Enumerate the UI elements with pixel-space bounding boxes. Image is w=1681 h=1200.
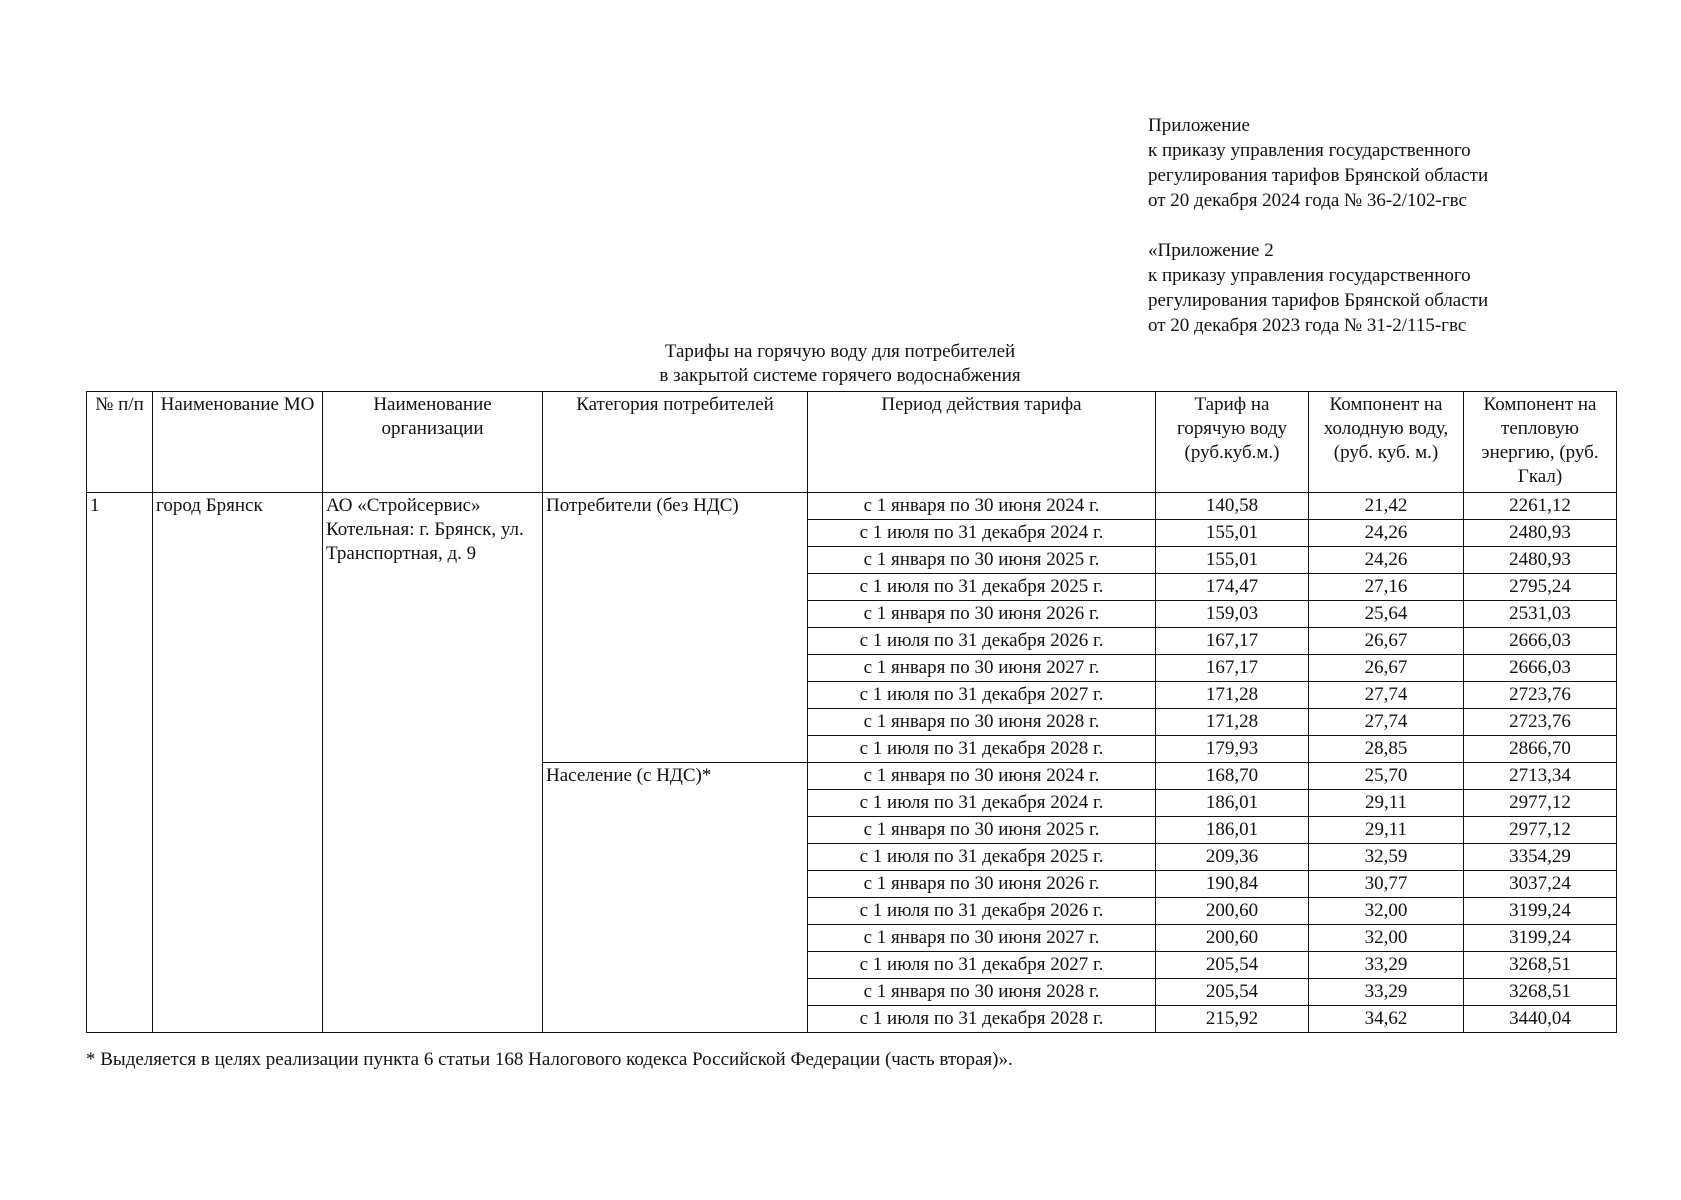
tariff-cell: 171,28 xyxy=(1156,709,1309,736)
period-cell: с 1 июля по 31 декабря 2025 г. xyxy=(808,574,1156,601)
col-header-tariff: Тариф на горячую воду (руб.куб.м.) xyxy=(1156,392,1309,493)
row-number: 1 xyxy=(87,493,153,1033)
consumer-category: Потребители (без НДС) xyxy=(543,493,808,763)
period-cell: с 1 января по 30 июня 2028 г. xyxy=(808,979,1156,1006)
tariff-cell: 168,70 xyxy=(1156,763,1309,790)
period-cell: с 1 января по 30 июня 2025 г. xyxy=(808,547,1156,574)
appendix-line: регулирования тарифов Брянской области xyxy=(1148,165,1489,186)
cold-water-cell: 24,26 xyxy=(1309,547,1464,574)
heat-energy-cell: 2531,03 xyxy=(1464,601,1617,628)
period-cell: с 1 января по 30 июня 2028 г. xyxy=(808,709,1156,736)
organization-name: АО «Стройсервис» Котельная: г. Брянск, ул. Транспортная, д. 9 xyxy=(323,493,543,1033)
heat-energy-cell: 2666,03 xyxy=(1464,655,1617,682)
cold-water-cell: 29,11 xyxy=(1309,817,1464,844)
col-header-organization: Наименование организации xyxy=(323,392,543,493)
period-cell: с 1 января по 30 июня 2025 г. xyxy=(808,817,1156,844)
period-cell: с 1 июля по 31 декабря 2026 г. xyxy=(808,898,1156,925)
col-header-cold-water: Компонент на холодную воду, (руб. куб. м.) xyxy=(1309,392,1464,493)
appendix-line: Приложение xyxy=(1148,115,1250,136)
cold-water-cell: 27,16 xyxy=(1309,574,1464,601)
cold-water-cell: 25,64 xyxy=(1309,601,1464,628)
heat-energy-cell: 2795,24 xyxy=(1464,574,1617,601)
tariff-cell: 186,01 xyxy=(1156,817,1309,844)
period-cell: с 1 января по 30 июня 2024 г. xyxy=(808,493,1156,520)
period-cell: с 1 июля по 31 декабря 2028 г. xyxy=(808,1006,1156,1033)
tariff-cell: 155,01 xyxy=(1156,547,1309,574)
col-header-period: Период действия тарифа xyxy=(808,392,1156,493)
col-header-heat-energy: Компонент на тепловую энергию, (руб. Гкал) xyxy=(1464,392,1617,493)
appendix-header xyxy=(1148,113,1608,338)
period-cell: с 1 июля по 31 декабря 2024 г. xyxy=(808,790,1156,817)
col-header-number: № п/п xyxy=(87,392,153,493)
heat-energy-cell: 2261,12 xyxy=(1464,493,1617,520)
cold-water-cell: 30,77 xyxy=(1309,871,1464,898)
heat-energy-cell: 2723,76 xyxy=(1464,709,1617,736)
cold-water-cell: 26,67 xyxy=(1309,655,1464,682)
table-body xyxy=(87,493,1617,1033)
cold-water-cell: 21,42 xyxy=(1309,493,1464,520)
header-spacer xyxy=(1148,213,1608,238)
period-cell: с 1 июля по 31 декабря 2027 г. xyxy=(808,682,1156,709)
tariff-cell: 200,60 xyxy=(1156,925,1309,952)
tariff-cell: 186,01 xyxy=(1156,790,1309,817)
tariff-cell: 190,84 xyxy=(1156,871,1309,898)
appendix2-line: к приказу управления государственного xyxy=(1148,265,1471,286)
cold-water-cell: 27,74 xyxy=(1309,709,1464,736)
col-header-municipality: Наименование МО xyxy=(153,392,323,493)
cold-water-cell: 33,29 xyxy=(1309,952,1464,979)
cold-water-cell: 27,74 xyxy=(1309,682,1464,709)
tariff-cell: 209,36 xyxy=(1156,844,1309,871)
tariff-table xyxy=(86,391,1617,1033)
cold-water-cell: 32,00 xyxy=(1309,925,1464,952)
cold-water-cell: 32,00 xyxy=(1309,898,1464,925)
tariff-cell: 159,03 xyxy=(1156,601,1309,628)
period-cell: с 1 июля по 31 декабря 2024 г. xyxy=(808,520,1156,547)
tariff-cell: 215,92 xyxy=(1156,1006,1309,1033)
heat-energy-cell: 2723,76 xyxy=(1464,682,1617,709)
appendix2-line: от 20 декабря 2023 года № 31-2/115-гвс xyxy=(1148,315,1467,336)
heat-energy-cell: 3268,51 xyxy=(1464,952,1617,979)
period-cell: с 1 июля по 31 декабря 2025 г. xyxy=(808,844,1156,871)
heat-energy-cell: 2977,12 xyxy=(1464,817,1617,844)
heat-energy-cell: 3199,24 xyxy=(1464,898,1617,925)
appendix2-line: регулирования тарифов Брянской области xyxy=(1148,290,1489,311)
heat-energy-cell: 2866,70 xyxy=(1464,736,1617,763)
cold-water-cell: 25,70 xyxy=(1309,763,1464,790)
appendix-line: к приказу управления государственного xyxy=(1148,140,1471,161)
cold-water-cell: 32,59 xyxy=(1309,844,1464,871)
heat-energy-cell: 3440,04 xyxy=(1464,1006,1617,1033)
tariff-cell: 179,93 xyxy=(1156,736,1309,763)
consumer-category: Население (с НДС)* xyxy=(543,763,808,1033)
period-cell: с 1 июля по 31 декабря 2028 г. xyxy=(808,736,1156,763)
cold-water-cell: 34,62 xyxy=(1309,1006,1464,1033)
cold-water-cell: 26,67 xyxy=(1309,628,1464,655)
appendix-line: от 20 декабря 2024 года № 36-2/102-гвс xyxy=(1148,190,1467,211)
tariff-cell: 205,54 xyxy=(1156,952,1309,979)
tariff-cell: 155,01 xyxy=(1156,520,1309,547)
heat-energy-cell: 2480,93 xyxy=(1464,547,1617,574)
tariff-cell: 167,17 xyxy=(1156,628,1309,655)
cold-water-cell: 28,85 xyxy=(1309,736,1464,763)
period-cell: с 1 января по 30 июня 2026 г. xyxy=(808,601,1156,628)
document-title xyxy=(390,340,1290,388)
tariff-cell: 174,47 xyxy=(1156,574,1309,601)
period-cell: с 1 января по 30 июня 2027 г. xyxy=(808,655,1156,682)
footnote: * Выделяется в целях реализации пункта 6 статьи 168 Налогового кодекса Российской Федерации (часть вторая)». xyxy=(86,1049,1013,1070)
period-cell: с 1 июля по 31 декабря 2027 г. xyxy=(808,952,1156,979)
heat-energy-cell: 3354,29 xyxy=(1464,844,1617,871)
heat-energy-cell: 2666,03 xyxy=(1464,628,1617,655)
heat-energy-cell: 3199,24 xyxy=(1464,925,1617,952)
cold-water-cell: 24,26 xyxy=(1309,520,1464,547)
cold-water-cell: 29,11 xyxy=(1309,790,1464,817)
title-line-2: в закрытой системе горячего водоснабжения xyxy=(659,365,1021,386)
cold-water-cell: 33,29 xyxy=(1309,979,1464,1006)
heat-energy-cell: 2977,12 xyxy=(1464,790,1617,817)
heat-energy-cell: 2713,34 xyxy=(1464,763,1617,790)
municipality-name: город Брянск xyxy=(153,493,323,1033)
tariff-cell: 171,28 xyxy=(1156,682,1309,709)
heat-energy-cell: 2480,93 xyxy=(1464,520,1617,547)
period-cell: с 1 января по 30 июня 2024 г. xyxy=(808,763,1156,790)
table-row xyxy=(87,493,1617,520)
table-header-row xyxy=(87,392,1617,493)
tariff-cell: 205,54 xyxy=(1156,979,1309,1006)
tariff-cell: 140,58 xyxy=(1156,493,1309,520)
tariff-cell: 167,17 xyxy=(1156,655,1309,682)
col-header-category: Категория потребителей xyxy=(543,392,808,493)
appendix2-line: «Приложение 2 xyxy=(1148,240,1274,261)
title-line-1: Тарифы на горячую воду для потребителей xyxy=(664,341,1016,362)
heat-energy-cell: 3037,24 xyxy=(1464,871,1617,898)
period-cell: с 1 января по 30 июня 2026 г. xyxy=(808,871,1156,898)
period-cell: с 1 января по 30 июня 2027 г. xyxy=(808,925,1156,952)
heat-energy-cell: 3268,51 xyxy=(1464,979,1617,1006)
period-cell: с 1 июля по 31 декабря 2026 г. xyxy=(808,628,1156,655)
tariff-cell: 200,60 xyxy=(1156,898,1309,925)
